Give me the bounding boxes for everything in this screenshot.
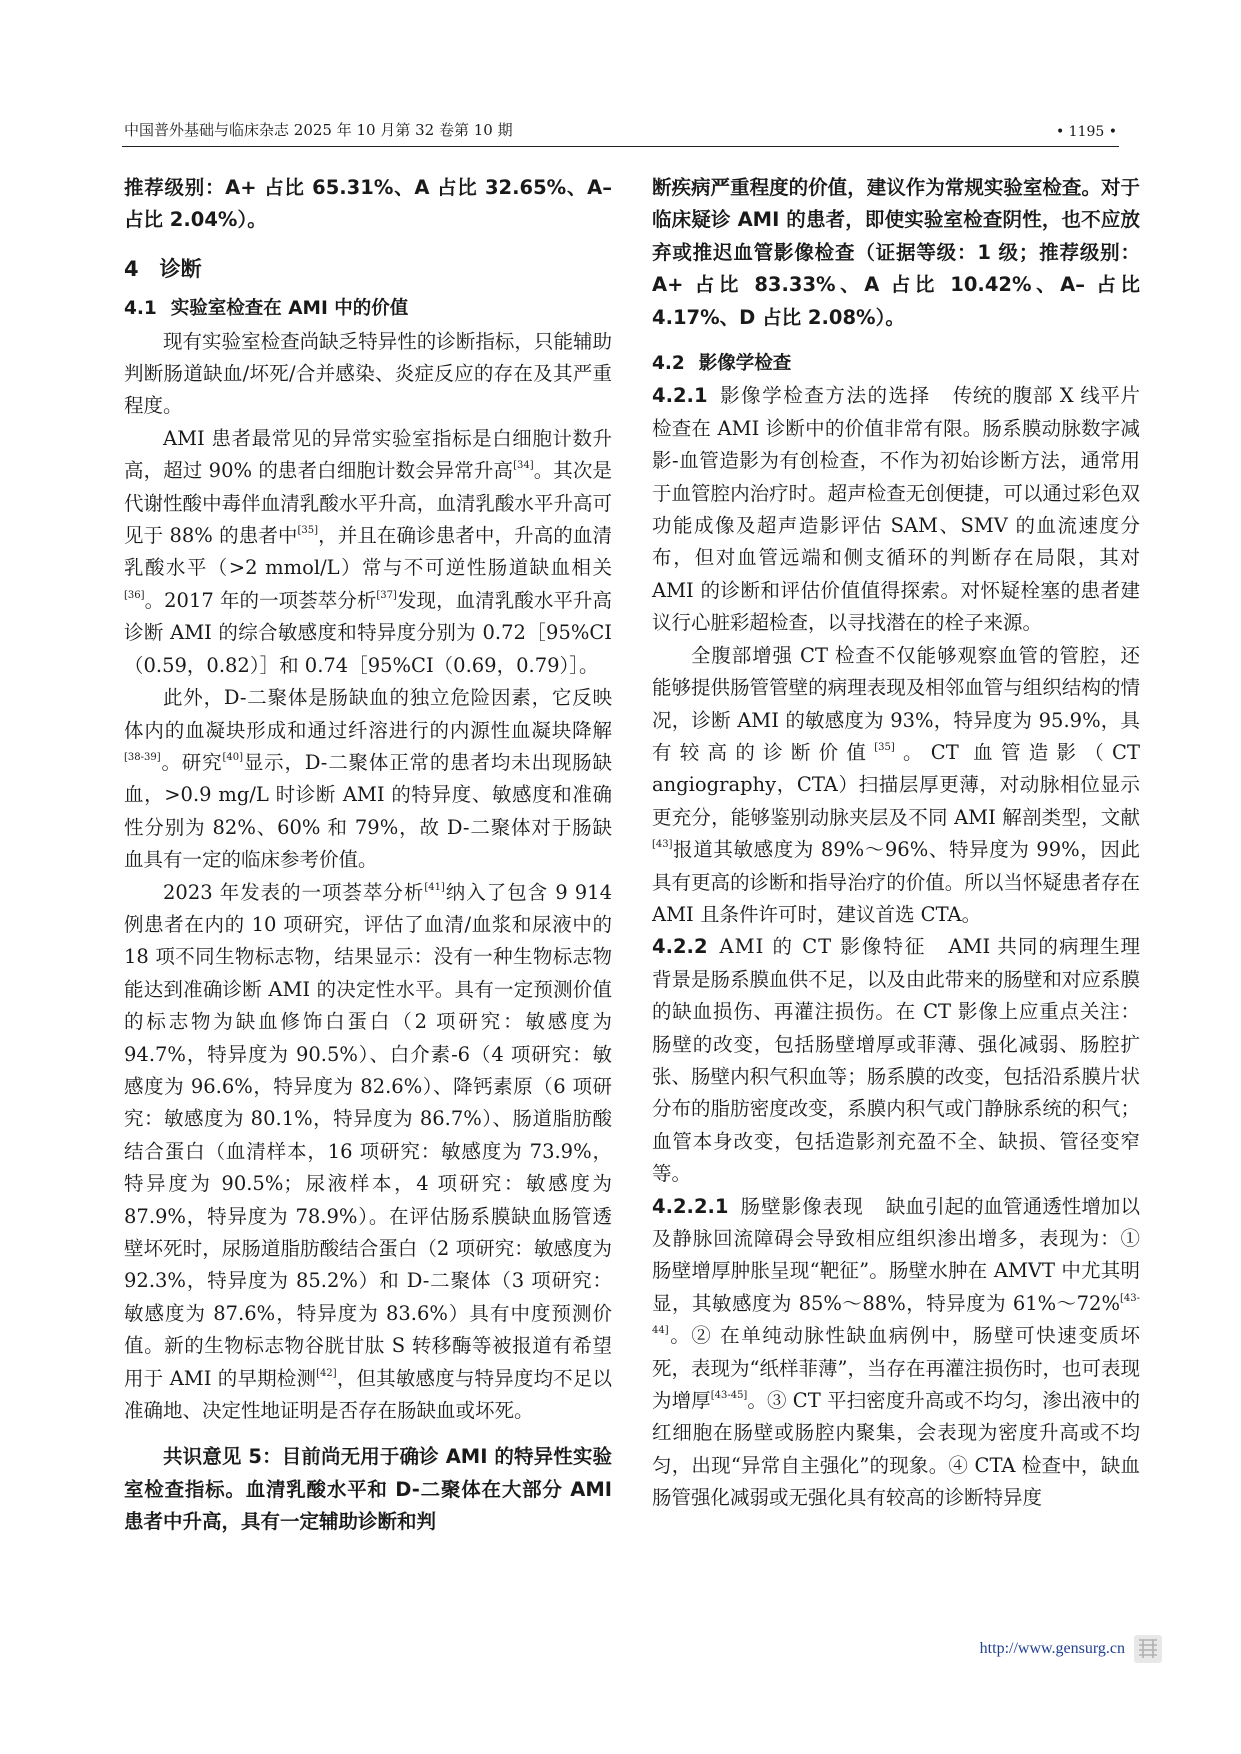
journal-url-link[interactable]: http://www.gensurg.cn bbox=[979, 1640, 1125, 1657]
section-4-2-heading bbox=[652, 348, 1140, 380]
section-4-heading: 4 诊断 bbox=[124, 256, 202, 281]
citation-link[interactable]: [38-39] bbox=[124, 751, 161, 763]
section-4-1-heading bbox=[124, 293, 612, 325]
citation-link[interactable]: [34] bbox=[513, 460, 534, 472]
citation-link[interactable]: [35] bbox=[874, 741, 895, 753]
section-number: 4.1 bbox=[124, 298, 157, 320]
subsection-title: AMI 的 CT 影像特征 bbox=[719, 935, 927, 959]
citation-link[interactable]: [36] bbox=[124, 589, 145, 601]
paragraph: 全腹部增强 CT 检查不仅能够观察血管的管腔，还能够提供肠管管壁的病理表现及相邻血管与组织结构的情况，诊断 AMI 的敏感度为 93%，特异度为 95.9%，具有较高的诊断价值[35]。CT 血管造影（CT angiography，CTA）扫描层厚更薄，对动脉相位显示更充分，能够鉴别动脉夹层及不同 AMI 解剖类型，文献[43]报道其敏感度为 89%～96%、特异度为 99%，因此具有更高的诊断和指导治疗的价值。所以当怀疑患者存在 AMI 且条件许可时，建议首选 CTA。 bbox=[652, 643, 1140, 926]
recommendation-continued: 推荐级别：A+ 占比 65.31%、A 占比 32.65%、A– 占比 2.04%）。 bbox=[124, 176, 612, 232]
left-column bbox=[124, 172, 612, 1539]
paragraph: 2023 年发表的一项荟萃分析[41]纳入了包含 9 914 例患者在内的 10 项研究，评估了血清/血浆和尿液中的 18 项不同生物标志物，结果显示：没有一种生物标志物能达到准确诊断 AMI 的决定性水平。具有一定预测价值的标志物为缺血修饰白蛋白（2 项研究：敏感度为 94.7%，特异度为 90.5%）、白介素-6（4 项研究：敏感度为 96.6%，特异度为 82.6%）、降钙素原（6 项研究：敏感度为 80.1%，特异度为 86.7%）、肠道脂肪酸结合蛋白（血清样本，16 项研究：敏感度为 73.9%，特异度为 90.5%；尿液样本，4 项研究：敏感度为 87.9%，特异度为 78.9%）。在评估肠系膜缺血肠管透壁坏死时，尿肠道脂肪酸结合蛋白（2 项研究：敏感度为 92.3%，特异度为 85.2%）和 D-二聚体（3 项研究：敏感度为 87.6%，特异度为 83.6%）具有中度预测价值。新的生物标志物谷胱甘肽 S 转移酶等被报道有希望用于 AMI 的早期检测[42]，但其敏感度与特异度均不足以准确地、决定性地证明是否存在肠缺血或坏死。 bbox=[124, 880, 612, 1423]
page-footer bbox=[980, 1634, 1163, 1664]
citation-link[interactable]: [43-44] bbox=[652, 1292, 1140, 1337]
subsection-number: 4.2.2 bbox=[652, 935, 708, 959]
citation-link[interactable]: [41] bbox=[424, 881, 445, 893]
citation-link[interactable]: [43-45] bbox=[710, 1390, 748, 1402]
section-title: 影像学检查 bbox=[698, 353, 792, 375]
paragraph: 4.2.2.1 肠壁影像表现 缺血引起的血管通透性增加以及静脉回流障碍会导致相应组织渗出增多，表现为：① 肠壁增厚肿胀呈现“靶征”。肠壁水肿在 AMVT 中尤其明显，其敏感度为 85%～88%，特异度为 61%～72%[43-44]。② 在单纯动脉性缺血病例中，肠壁可快速变质坏死，表现为“纸样菲薄”，当存在再灌注损伤时，也可表现为增厚[43-45]。③ CT 平扫密度升高或不均匀，渗出液中的红细胞在肠壁或肠腔内聚集，会表现为密度升高或不均匀，出现“异常自主强化”的现象。④ CTA 检查中，缺血肠管强化减弱或无强化具有较高的诊断特异度 bbox=[652, 1194, 1140, 1510]
consensus-statement-5-continued: 断疾病严重程度的价值，建议作为常规实验室检查。对于临床疑诊 AMI 的患者，即使实验室检查阴性，也不应放弃或推迟血管影像检查（证据等级：1 级；推荐级别：A+ 占比 83.33%、A 占比 10.42%、A– 占比 4.17%、D 占比 2.08%）。 bbox=[652, 176, 1140, 329]
section-number: 4.2 bbox=[652, 353, 685, 375]
right-column bbox=[652, 172, 1140, 1515]
citation-link[interactable]: [42] bbox=[316, 1367, 337, 1379]
subsection-title: 肠壁影像表现 bbox=[740, 1194, 864, 1218]
citation-link[interactable]: [35] bbox=[297, 525, 319, 537]
paragraph: 此外，D-二聚体是肠缺血的独立危险因素，它反映体内的血凝块形成和通过纤溶进行的内源性血凝块降解[38-39]。研究[40]显示，D-二聚体正常的患者均未出现肠缺血，>0.9 mg/L 时诊断 AMI 的特异度、敏感度和准确性分别为 82%、60% 和 79%，故 D-二聚体对于肠缺血具有一定的临床参考价值。 bbox=[124, 686, 612, 872]
journal-title: 中国普外基础与临床杂志 2025 年 10 月第 32 卷第 10 期 bbox=[124, 121, 513, 139]
citation-link[interactable]: [40] bbox=[222, 751, 243, 763]
paragraph: 现有实验室检查尚缺乏特异性的诊断指标，只能辅助判断肠道缺血/坏死/合并感染、炎症反应的存在及其严重程度。 bbox=[124, 329, 612, 418]
subsection-title: 影像学检查方法的选择 bbox=[719, 384, 931, 408]
running-header bbox=[122, 116, 1119, 147]
paragraph: 4.2.1 影像学检查方法的选择 传统的腹部 X 线平片检查在 AMI 诊断中的价值非常有限。肠系膜动脉数字减影-血管造影为有创检查，不作为初始诊断方法，通常用于血管腔内治疗时。超声检查无创便捷，可以通过彩色双功能成像及超声造影评估 SAM、SMV 的血流速度分布，但对血管远端和侧支循环的判断存在局限，其对 AMI 的诊断和评估价值值得探索。对怀疑栓塞的患者建议行心脏彩超检查，以寻找潜在的栓子来源。 bbox=[652, 384, 1140, 635]
citation-link[interactable]: [37] bbox=[376, 589, 397, 601]
subsection-number: 4.2.1 bbox=[652, 384, 708, 408]
citation-link[interactable]: [43] bbox=[652, 839, 673, 851]
paragraph: AMI 患者最常见的异常实验室指标是白细胞计数升高，超过 90% 的患者白细胞计数会异常升高[34]。其次是代谢性酸中毒伴血清乳酸水平升高，血清乳酸水平升高可见于 88% 的患者中[35]，并且在确诊患者中，升高的血清乳酸水平（>2 mmol/L）常与不可逆性肠道缺血相关[36]。2017 年的一项荟萃分析[37]发现，血清乳酸水平升高诊断 AMI 的综合敏感度和特异度分别为 0.72［95%CI（0.59，0.82）］和 0.74［95%CI（0.69，0.79）］。 bbox=[124, 426, 612, 677]
paragraph: 4.2.2 AMI 的 CT 影像特征 AMI 共同的病理生理背景是肠系膜血供不足，以及由此带来的肠壁和对应系膜的缺血损伤、再灌注损伤。在 CT 影像上应重点关注：肠壁的改变，包括肠壁增厚或菲薄、强化减弱、肠腔扩张、肠壁内积气积血等；肠系膜的改变，包括沿系膜片状分布的脂肪密度改变，系膜内积气或门静脉系统的积气；血管本身改变，包括造影剂充盈不全、缺损、管径变窄等。 bbox=[652, 935, 1140, 1186]
subsection-number: 4.2.2.1 bbox=[652, 1194, 729, 1218]
section-title: 实验室检查在 AMI 中的价值 bbox=[170, 298, 409, 320]
consensus-statement-5: 共识意见 5：目前尚无用于确诊 AMI 的特异性实验室检查指标。血清乳酸水平和 D-二聚体在大部分 AMI 患者中升高，具有一定辅助诊断和判 bbox=[124, 1445, 612, 1534]
page-number: • 1195 • bbox=[1055, 124, 1117, 140]
journal-logo-icon bbox=[1133, 1634, 1163, 1664]
